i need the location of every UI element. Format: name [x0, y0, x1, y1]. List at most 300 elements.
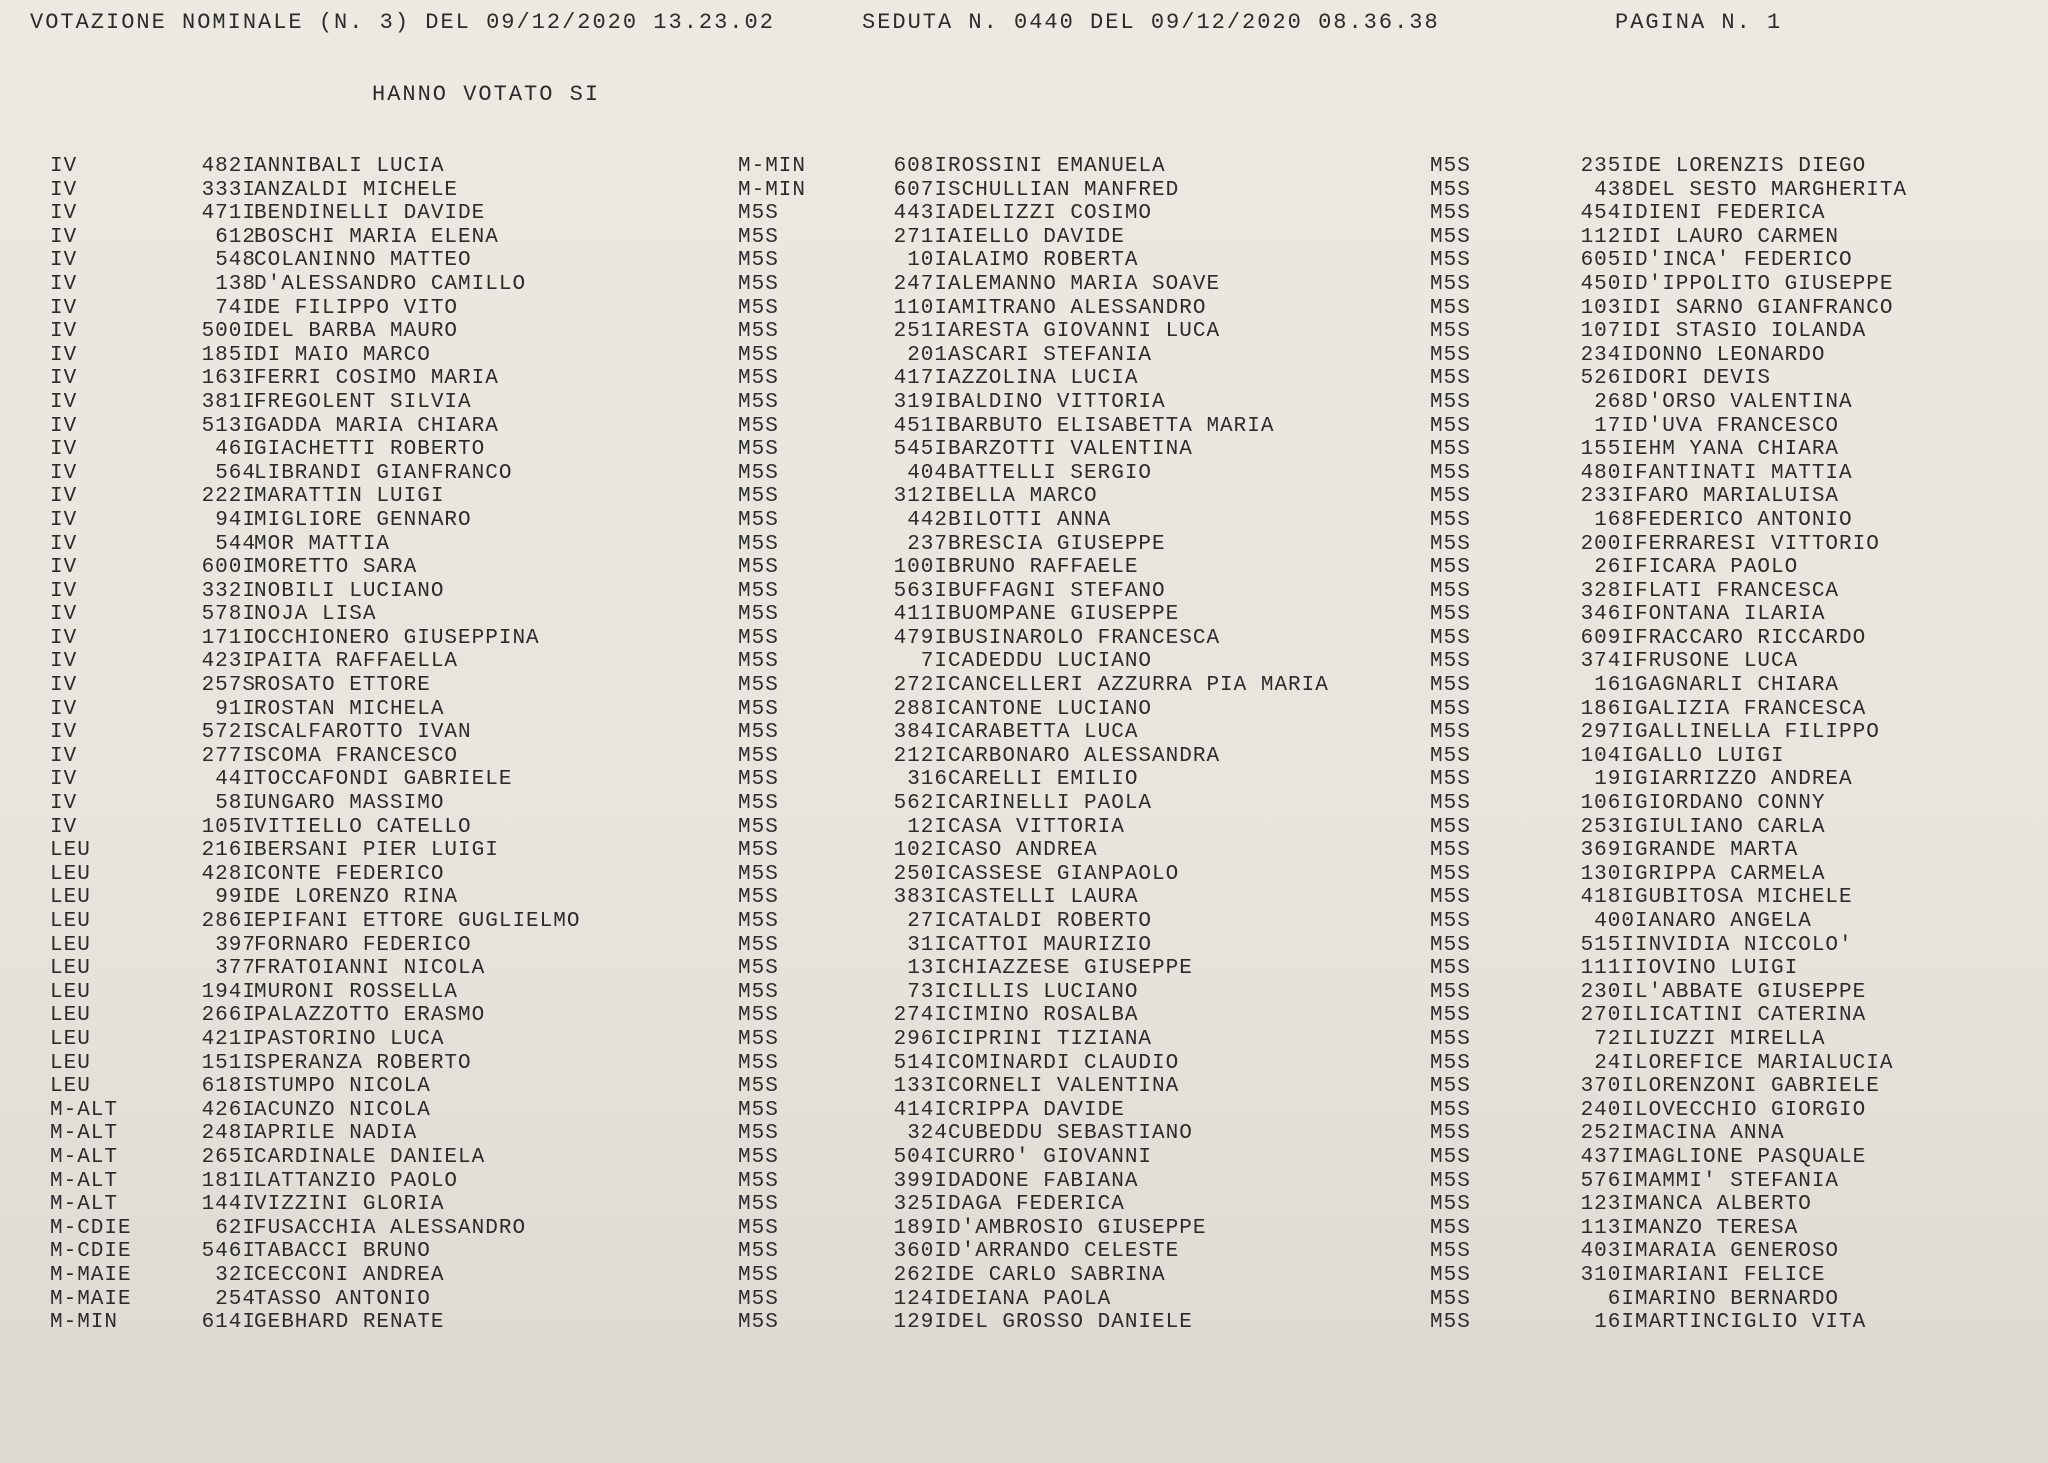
deputy-name: APRILE NADIA: [254, 1122, 418, 1146]
deputy-name: CIPRINI TIZIANA: [948, 1027, 1153, 1051]
deputy-number: 185I: [201, 343, 256, 367]
deputy-number: 324: [907, 1122, 948, 1146]
deputy-number: 370I: [1580, 1075, 1635, 1099]
group-code: M5S: [738, 792, 779, 816]
deputy-name: D'AMBROSIO GIUSEPPE: [948, 1216, 1207, 1240]
deputy-number: 454I: [1580, 202, 1635, 226]
deputy-name: MANCA ALBERTO: [1635, 1193, 1812, 1217]
deputy-name: DEL GROSSO DANIELE: [948, 1311, 1193, 1335]
group-code: M-CDIE: [50, 1216, 132, 1240]
deputy-name: LICATINI CATERINA: [1635, 1004, 1867, 1028]
deputy-number: 163I: [201, 367, 256, 391]
group-code: M5S: [738, 1098, 779, 1122]
deputy-name: SCALFAROTTO IVAN: [254, 721, 472, 745]
group-code: IV: [50, 367, 78, 391]
deputy-number: 369I: [1580, 839, 1635, 863]
group-code: M5S: [1430, 862, 1471, 886]
deputy-number: 411I: [893, 603, 948, 627]
deputy-name: SCHULLIAN MANFRED: [948, 178, 1180, 202]
deputy-name: BELLA MARCO: [948, 485, 1098, 509]
deputy-name: D'ARRANDO CELESTE: [948, 1240, 1180, 1264]
deputy-name: DEIANA PAOLA: [948, 1287, 1112, 1311]
deputy-number: 515I: [1580, 933, 1635, 957]
deputy-number: 572I: [201, 721, 256, 745]
deputy-name: CANCELLERI AZZURRA PIA MARIA: [948, 674, 1329, 698]
deputy-number: 513I: [201, 414, 256, 438]
group-code: M5S: [738, 343, 779, 367]
deputy-name: AZZOLINA LUCIA: [948, 367, 1139, 391]
deputy-name: VITIELLO CATELLO: [254, 815, 472, 839]
deputy-name: CASTELLI LAURA: [948, 886, 1139, 910]
deputy-number: 421I: [201, 1027, 256, 1051]
group-code: M5S: [1430, 508, 1471, 532]
group-code: IV: [50, 461, 78, 485]
group-code: M5S: [1430, 1311, 1471, 1335]
deputy-number: 504I: [893, 1145, 948, 1169]
group-code: M-MIN: [50, 1311, 119, 1335]
group-code: M5S: [738, 367, 779, 391]
group-code: M5S: [1430, 839, 1471, 863]
group-code: M5S: [738, 744, 779, 768]
deputy-number: 58I: [215, 792, 256, 816]
deputy-number: 614I: [201, 1311, 256, 1335]
deputy-number: 607I: [893, 178, 948, 202]
deputy-number: 194I: [201, 980, 256, 1004]
deputy-number: 514I: [893, 1051, 948, 1075]
group-code: LEU: [50, 980, 91, 1004]
deputy-name: DORI DEVIS: [1635, 367, 1772, 391]
deputy-name: MOR MATTIA: [254, 532, 391, 556]
group-code: IV: [50, 697, 78, 721]
group-code: M5S: [738, 933, 779, 957]
deputy-number: 414I: [893, 1098, 948, 1122]
deputy-name: FLATI FRANCESCA: [1635, 579, 1840, 603]
group-code: M5S: [738, 1216, 779, 1240]
deputy-number: 286I: [201, 910, 256, 933]
deputy-number: 377: [215, 957, 256, 981]
group-code: LEU: [50, 839, 91, 863]
group-code: M5S: [1430, 390, 1471, 414]
deputy-number: 482I: [201, 155, 256, 178]
deputy-number: 72I: [1594, 1027, 1635, 1051]
deputy-number: 168: [1594, 508, 1635, 532]
deputy-name: DI MAIO MARCO: [254, 343, 431, 367]
deputy-name: FRUSONE LUCA: [1635, 650, 1799, 674]
group-code: M5S: [1430, 1027, 1471, 1051]
group-code: M5S: [1430, 1216, 1471, 1240]
deputy-number: 270I: [1580, 1004, 1635, 1028]
deputy-number: 500I: [201, 320, 256, 344]
group-code: M-CDIE: [50, 1240, 132, 1264]
deputy-number: 296I: [893, 1027, 948, 1051]
deputy-name: DI STASIO IOLANDA: [1635, 320, 1867, 344]
group-code: M5S: [1430, 697, 1471, 721]
group-code: M5S: [738, 485, 779, 509]
deputy-number: 10I: [907, 249, 948, 273]
deputy-number: 19I: [1594, 768, 1635, 792]
group-code: M5S: [738, 1122, 779, 1146]
deputy-name: ALEMANNO MARIA SOAVE: [948, 272, 1221, 296]
deputy-number: 418I: [1580, 886, 1635, 910]
group-code: IV: [50, 508, 78, 532]
deputy-number: 106I: [1580, 792, 1635, 816]
deputy-name: L'ABBATE GIUSEPPE: [1635, 980, 1867, 1004]
deputy-name: CARELLI EMILIO: [948, 768, 1139, 792]
deputy-number: 74I: [215, 296, 256, 320]
group-code: M5S: [738, 579, 779, 603]
group-code: M5S: [738, 626, 779, 650]
group-code: M5S: [1430, 626, 1471, 650]
deputy-name: CATALDI ROBERTO: [948, 910, 1153, 933]
deputy-number: 161: [1594, 674, 1635, 698]
group-code: M5S: [1430, 674, 1471, 698]
deputy-name: LIUZZI MIRELLA: [1635, 1027, 1826, 1051]
group-code: LEU: [50, 1075, 91, 1099]
deputy-number: 548: [215, 249, 256, 273]
group-code: IV: [50, 320, 78, 344]
deputy-number: 107I: [1580, 320, 1635, 344]
group-code: M5S: [1430, 768, 1471, 792]
group-code: M5S: [1430, 461, 1471, 485]
group-code: M5S: [1430, 485, 1471, 509]
deputy-number: 480I: [1580, 461, 1635, 485]
deputy-number: 608I: [893, 155, 948, 178]
group-code: M-ALT: [50, 1145, 119, 1169]
deputy-name: SPERANZA ROBERTO: [254, 1051, 472, 1075]
group-code: IV: [50, 485, 78, 509]
group-code: M5S: [738, 1193, 779, 1217]
deputy-name: DI SARNO GIANFRANCO: [1635, 296, 1894, 320]
deputy-name: GALIZIA FRANCESCA: [1635, 697, 1867, 721]
deputy-number: 248I: [201, 1122, 256, 1146]
group-code: M5S: [1430, 579, 1471, 603]
deputy-number: 605I: [1580, 249, 1635, 273]
group-code: M5S: [1430, 603, 1471, 627]
deputy-number: 333I: [201, 178, 256, 202]
deputy-name: TASSO ANTONIO: [254, 1287, 431, 1311]
deputy-name: GALLINELLA FILIPPO: [1635, 721, 1880, 745]
deputy-number: 46I: [215, 438, 256, 462]
deputy-name: D'IPPOLITO GIUSEPPE: [1635, 272, 1894, 296]
group-code: IV: [50, 414, 78, 438]
deputy-name: DAGA FEDERICA: [948, 1193, 1125, 1217]
group-code: M5S: [1430, 910, 1471, 933]
deputy-number: 144I: [201, 1193, 256, 1217]
deputy-number: 27I: [907, 910, 948, 933]
group-code: M5S: [738, 721, 779, 745]
group-code: M5S: [738, 202, 779, 226]
group-code: M5S: [738, 320, 779, 344]
group-code: M5S: [738, 414, 779, 438]
group-code: LEU: [50, 1004, 91, 1028]
deputy-number: 251I: [893, 320, 948, 344]
deputy-name: SCOMA FRANCESCO: [254, 744, 459, 768]
group-code: M5S: [1430, 367, 1471, 391]
deputy-name: IOVINO LUIGI: [1635, 957, 1799, 981]
deputy-name: FICARA PAOLO: [1635, 556, 1799, 580]
group-code: M5S: [738, 768, 779, 792]
group-code: M5S: [1430, 556, 1471, 580]
group-code: M5S: [1430, 1287, 1471, 1311]
deputy-number: 310I: [1580, 1263, 1635, 1287]
deputy-number: 576I: [1580, 1169, 1635, 1193]
deputy-name: CECCONI ANDREA: [254, 1263, 445, 1287]
deputy-number: 123I: [1580, 1193, 1635, 1217]
group-code: M5S: [1430, 1098, 1471, 1122]
deputy-number: 346I: [1580, 603, 1635, 627]
deputy-name: DONNO LEONARDO: [1635, 343, 1826, 367]
group-code: M-MIN: [738, 178, 807, 202]
group-code: M5S: [738, 1075, 779, 1099]
deputy-name: MACINA ANNA: [1635, 1122, 1785, 1146]
deputy-name: CRIPPA DAVIDE: [948, 1098, 1125, 1122]
group-code: M5S: [738, 296, 779, 320]
deputy-number: 200I: [1580, 532, 1635, 556]
group-code: M5S: [1430, 815, 1471, 839]
deputy-number: 91I: [215, 697, 256, 721]
deputy-number: 618I: [201, 1075, 256, 1099]
group-code: M-MAIE: [50, 1287, 132, 1311]
deputy-name: DI LAURO CARMEN: [1635, 225, 1840, 249]
deputy-name: ARESTA GIOVANNI LUCA: [948, 320, 1221, 344]
deputy-number: 384I: [893, 721, 948, 745]
deputy-number: 250I: [893, 862, 948, 886]
group-code: IV: [50, 532, 78, 556]
group-code: M5S: [738, 1169, 779, 1193]
group-code: M5S: [738, 674, 779, 698]
deputy-number: 417I: [893, 367, 948, 391]
group-code: IV: [50, 343, 78, 367]
deputy-number: 31I: [907, 933, 948, 957]
deputy-number: 265I: [201, 1145, 256, 1169]
deputy-name: BENDINELLI DAVIDE: [254, 202, 486, 226]
deputy-number: 112I: [1580, 225, 1635, 249]
deputy-number: 423I: [201, 650, 256, 674]
deputy-name: MARATTIN LUIGI: [254, 485, 445, 509]
group-code: M5S: [738, 886, 779, 910]
deputy-number: 397: [215, 933, 256, 957]
deputy-number: 216I: [201, 839, 256, 863]
deputy-name: COMINARDI CLAUDIO: [948, 1051, 1180, 1075]
deputy-number: 234I: [1580, 343, 1635, 367]
group-code: IV: [50, 225, 78, 249]
deputy-number: 544: [215, 532, 256, 556]
deputy-name: FEDERICO ANTONIO: [1635, 508, 1853, 532]
deputy-name: CANTONE LUCIANO: [948, 697, 1153, 721]
deputy-name: FRATOIANNI NICOLA: [254, 957, 486, 981]
deputy-name: CARBONARO ALESSANDRA: [948, 744, 1221, 768]
deputy-number: 438: [1594, 178, 1635, 202]
deputy-name: MAMMI' STEFANIA: [1635, 1169, 1840, 1193]
deputy-number: 32I: [215, 1263, 256, 1287]
group-code: M5S: [1430, 1145, 1471, 1169]
deputy-name: MANZO TERESA: [1635, 1216, 1799, 1240]
group-code: M5S: [1430, 744, 1471, 768]
group-code: M5S: [738, 815, 779, 839]
deputy-number: 26I: [1594, 556, 1635, 580]
deputy-number: 262I: [893, 1263, 948, 1287]
deputy-name: MAGLIONE PASQUALE: [1635, 1145, 1867, 1169]
deputy-name: CADEDDU LUCIANO: [948, 650, 1153, 674]
group-code: M-MAIE: [50, 1263, 132, 1287]
deputy-name: CARABETTA LUCA: [948, 721, 1139, 745]
deputy-number: 240I: [1580, 1098, 1635, 1122]
deputy-number: 110I: [893, 296, 948, 320]
deputy-name: GIULIANO CARLA: [1635, 815, 1826, 839]
deputy-number: 332I: [201, 579, 256, 603]
deputy-number: 247I: [893, 272, 948, 296]
deputy-number: 104I: [1580, 744, 1635, 768]
deputy-number: 479I: [893, 626, 948, 650]
deputy-number: 360I: [893, 1240, 948, 1264]
group-code: M5S: [1430, 1122, 1471, 1146]
deputy-name: DE FILIPPO VITO: [254, 296, 459, 320]
group-code: M5S: [1430, 1240, 1471, 1264]
deputy-number: 254: [215, 1287, 256, 1311]
group-code: M5S: [738, 1145, 779, 1169]
group-code: M5S: [738, 839, 779, 863]
deputy-number: 237: [907, 532, 948, 556]
deputy-name: MARIANI FELICE: [1635, 1263, 1826, 1287]
group-code: IV: [50, 815, 78, 839]
group-code: M5S: [1430, 957, 1471, 981]
deputy-number: 526I: [1580, 367, 1635, 391]
deputy-name: FUSACCHIA ALESSANDRO: [254, 1216, 527, 1240]
deputy-number: 100I: [893, 556, 948, 580]
group-code: M5S: [738, 650, 779, 674]
deputy-name: CILLIS LUCIANO: [948, 980, 1139, 1004]
deputy-number: 374I: [1580, 650, 1635, 674]
deputy-name: CARDINALE DANIELA: [254, 1145, 486, 1169]
group-code: LEU: [50, 1051, 91, 1075]
deputy-name: NOBILI LUCIANO: [254, 579, 445, 603]
deputy-number: 6I: [1607, 1287, 1635, 1311]
deputy-name: PALAZZOTTO ERASMO: [254, 1004, 486, 1028]
deputy-number: 404: [907, 461, 948, 485]
deputy-name: BARZOTTI VALENTINA: [948, 438, 1193, 462]
group-code: M5S: [1430, 155, 1471, 178]
deputy-name: DE LORENZO RINA: [254, 886, 459, 910]
deputy-number: 325I: [893, 1193, 948, 1217]
deputy-number: 442: [907, 508, 948, 532]
group-code: M5S: [1430, 249, 1471, 273]
deputy-number: 130I: [1580, 862, 1635, 886]
deputy-name: BUOMPANE GIUSEPPE: [948, 603, 1180, 627]
deputy-name: LIBRANDI GIANFRANCO: [254, 461, 513, 485]
group-code: M5S: [738, 980, 779, 1004]
deputy-number: 201: [907, 343, 948, 367]
group-code: IV: [50, 249, 78, 273]
deputy-name: CUBEDDU SEBASTIANO: [948, 1122, 1193, 1146]
group-code: M5S: [738, 1263, 779, 1287]
deputy-name: ANZALDI MICHELE: [254, 178, 459, 202]
group-code: IV: [50, 390, 78, 414]
group-code: IV: [50, 650, 78, 674]
deputy-number: 99I: [215, 886, 256, 910]
deputy-number: 274I: [893, 1004, 948, 1028]
deputy-number: 24I: [1594, 1051, 1635, 1075]
deputy-number: 266I: [201, 1004, 256, 1028]
group-code: M5S: [1430, 343, 1471, 367]
deputy-name: COLANINNO MATTEO: [254, 249, 472, 273]
group-code: IV: [50, 556, 78, 580]
group-code: M5S: [1430, 650, 1471, 674]
group-code: M5S: [738, 225, 779, 249]
group-code: M5S: [1430, 532, 1471, 556]
deputy-number: 189I: [893, 1216, 948, 1240]
deputy-number: 113I: [1580, 1216, 1635, 1240]
deputy-number: 102I: [893, 839, 948, 863]
deputy-number: 443I: [893, 202, 948, 226]
deputy-number: 257S: [201, 674, 256, 698]
group-code: M5S: [738, 1004, 779, 1028]
deputy-name: BILOTTI ANNA: [948, 508, 1112, 532]
deputy-number: 62I: [215, 1216, 256, 1240]
deputy-number: 288I: [893, 697, 948, 721]
deputy-name: GRIPPA CARMELA: [1635, 862, 1826, 886]
deputy-number: 400: [1594, 910, 1635, 933]
deputy-number: 111I: [1580, 957, 1635, 981]
group-code: M5S: [738, 390, 779, 414]
group-code: IV: [50, 579, 78, 603]
group-code: M5S: [1430, 792, 1471, 816]
deputy-number: 312I: [893, 485, 948, 509]
deputy-name: NOJA LISA: [254, 603, 377, 627]
deputy-number: 564: [215, 461, 256, 485]
deputy-number: 253I: [1580, 815, 1635, 839]
deputy-name: DIENI FEDERICA: [1635, 202, 1826, 226]
deputy-name: VIZZINI GLORIA: [254, 1193, 445, 1217]
deputy-name: D'UVA FRANCESCO: [1635, 414, 1840, 438]
deputy-name: MORETTO SARA: [254, 556, 418, 580]
deputy-name: FORNARO FEDERICO: [254, 933, 472, 957]
group-code: M5S: [1430, 1051, 1471, 1075]
deputy-name: DEL SESTO MARGHERITA: [1635, 178, 1908, 202]
deputy-number: 562I: [893, 792, 948, 816]
page-number: PAGINA N. 1: [1615, 10, 1783, 35]
deputy-name: INVIDIA NICCOLO': [1635, 933, 1853, 957]
group-code: M5S: [1430, 438, 1471, 462]
group-code: M5S: [738, 508, 779, 532]
deputy-name: CASO ANDREA: [948, 839, 1098, 863]
deputy-number: 277I: [201, 744, 256, 768]
group-code: IV: [50, 721, 78, 745]
deputy-name: BUSINAROLO FRANCESCA: [948, 626, 1221, 650]
deputy-name: BOSCHI MARIA ELENA: [254, 225, 499, 249]
group-code: M5S: [1430, 272, 1471, 296]
deputy-name: AIELLO DAVIDE: [948, 225, 1125, 249]
deputy-name: BARBUTO ELISABETTA MARIA: [948, 414, 1275, 438]
group-code: IV: [50, 603, 78, 627]
deputy-name: CARINELLI PAOLA: [948, 792, 1153, 816]
deputy-name: GAGNARLI CHIARA: [1635, 674, 1840, 698]
deputy-number: 600I: [201, 556, 256, 580]
deputy-name: MARINO BERNARDO: [1635, 1287, 1840, 1311]
deputy-number: 450I: [1580, 272, 1635, 296]
deputy-name: BUFFAGNI STEFANO: [948, 579, 1166, 603]
deputy-name: ANNIBALI LUCIA: [254, 155, 445, 178]
group-code: IV: [50, 202, 78, 226]
deputy-number: 272I: [893, 674, 948, 698]
deputy-name: AMITRANO ALESSANDRO: [948, 296, 1207, 320]
deputy-name: MIGLIORE GENNARO: [254, 508, 472, 532]
deputy-number: 609I: [1580, 626, 1635, 650]
deputy-name: TABACCI BRUNO: [254, 1240, 431, 1264]
group-code: M5S: [1430, 178, 1471, 202]
deputy-number: 212I: [893, 744, 948, 768]
deputy-number: 428I: [201, 862, 256, 886]
deputy-name: ACUNZO NICOLA: [254, 1098, 431, 1122]
